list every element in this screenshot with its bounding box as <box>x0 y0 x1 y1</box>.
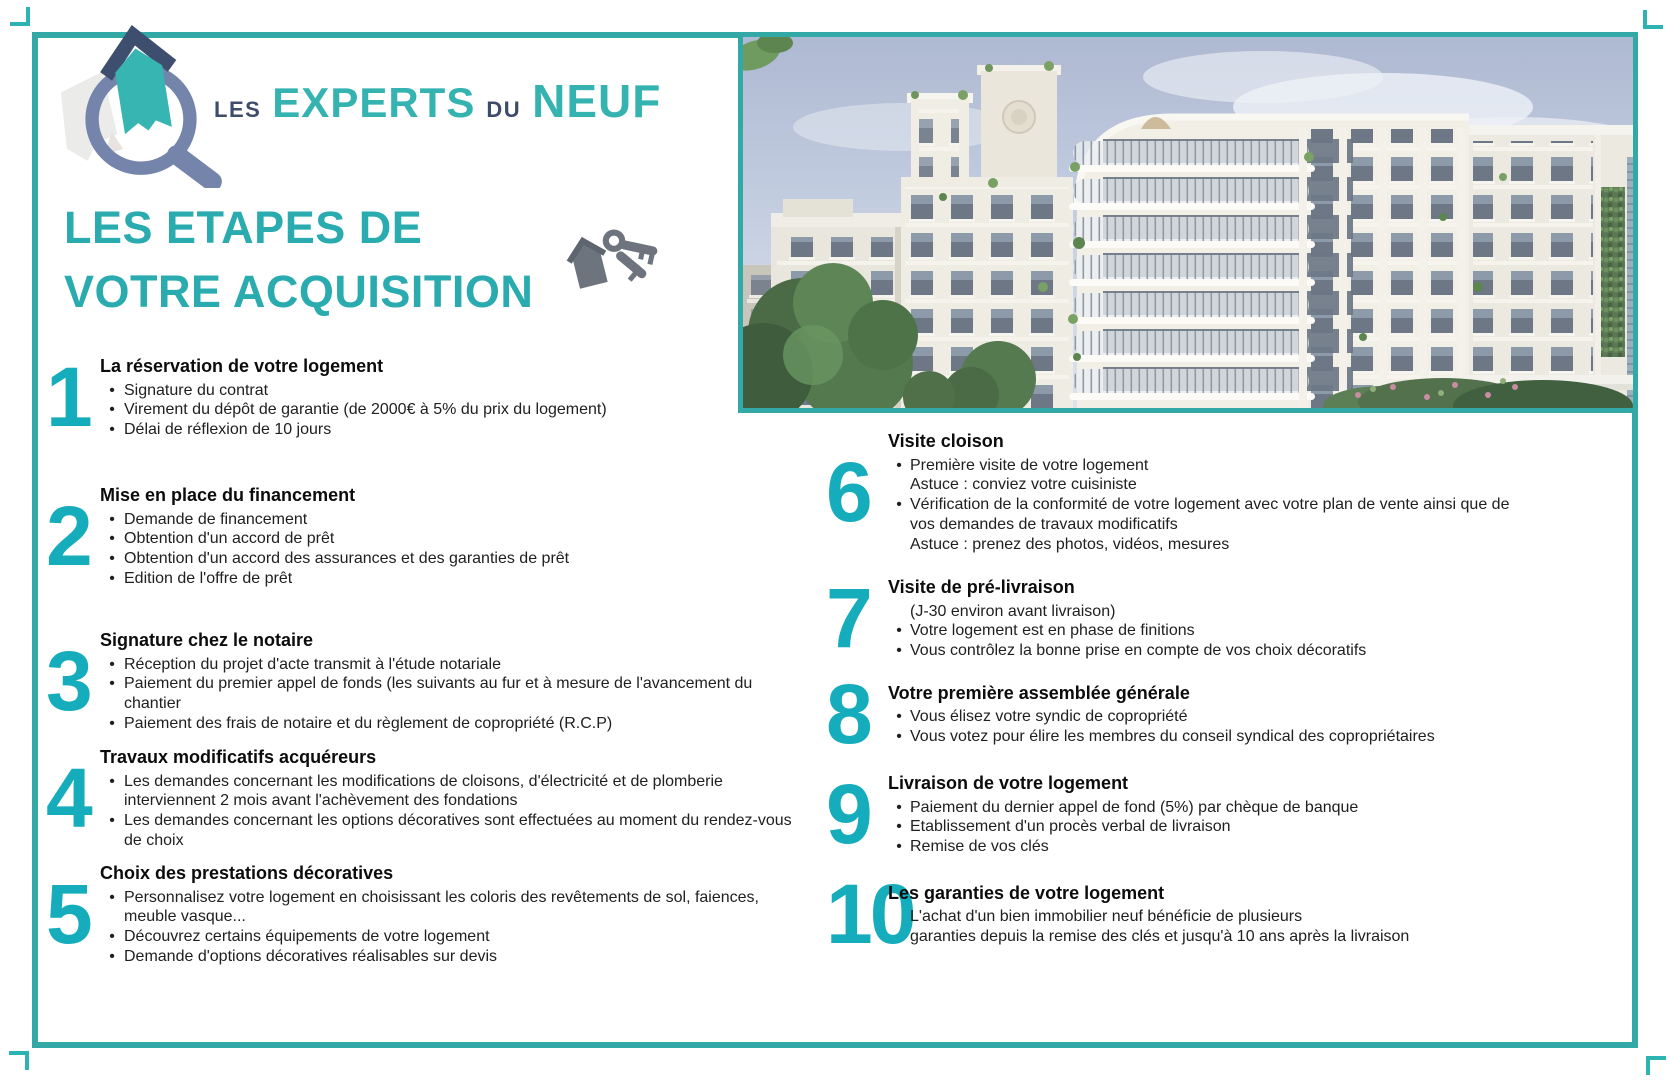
item-text: Vous contrôlez la bonne prise en compte de vos choix décoratifs <box>910 642 1367 660</box>
bullet-dot: • <box>896 728 902 746</box>
item-text: Demande de financement <box>124 510 308 528</box>
item-text: Vous votez pour élire les membres du conseil syndical des copropriétaires <box>910 728 1435 746</box>
item-text: Edition de l'offre de prêt <box>124 569 293 587</box>
step-items <box>888 907 1528 947</box>
bullet-item <box>888 707 1528 727</box>
bullet-spacer <box>888 602 910 622</box>
bullet-dot: • <box>109 510 115 528</box>
item-text: Personnalisez votre logement en choisissant les coloris des revêtements de sol, faiences, meuble vasque... <box>124 888 759 926</box>
bullet-dot: • <box>109 381 115 399</box>
bullet-dot: • <box>109 675 115 693</box>
bullet-item <box>888 495 1528 535</box>
step-title: Mise en place du financement <box>100 485 356 505</box>
step-row <box>826 667 1528 761</box>
bullet-dot: • <box>109 550 115 568</box>
bullet-dot: • <box>109 928 115 946</box>
step-number: 1 <box>46 350 90 445</box>
bullet-dot: • <box>109 401 115 419</box>
step-items <box>888 707 1528 747</box>
item-text: Etablissement d'un procès verbal de livraison <box>910 818 1231 836</box>
step-number: 7 <box>826 571 870 666</box>
page-title-line1: LES ETAPES DE <box>64 202 423 253</box>
bullet-dot: • <box>109 421 115 439</box>
bullet-dot: • <box>109 655 115 673</box>
step-number: 9 <box>826 767 870 862</box>
item-text: Paiement du dernier appel de fond (5%) par chèque de banque <box>910 798 1359 816</box>
bullet-item <box>888 456 1528 476</box>
bullet-item <box>888 798 1528 818</box>
step-items <box>888 456 1528 555</box>
item-text: Astuce : prenez des photos, vidéos, mesures <box>910 535 1230 553</box>
bullet-dot: • <box>896 708 902 726</box>
bullet-spacer <box>888 535 910 555</box>
item-text: Vous élisez votre syndic de copropriété <box>910 708 1188 726</box>
step-title: Signature chez le notaire <box>100 630 314 650</box>
page-title <box>64 196 533 324</box>
item-text: Paiement du premier appel de fonds (les suivants au fur et à mesure de l'avancement du chantier <box>124 675 753 713</box>
bullet-dot: • <box>896 798 902 816</box>
item-text: (J-30 environ avant livraison) <box>910 602 1116 620</box>
bullet-dot: • <box>896 838 902 856</box>
bullet-dot: • <box>896 456 902 474</box>
item-text: Vérification de la conformité de votre logement avec votre plan de vente ainsi que de vos demandes de travaux modificatifs <box>910 496 1510 533</box>
brand-word-neuf: NEUF <box>532 75 662 127</box>
item-text: Découvrez certains équipements de votre logement <box>124 928 490 946</box>
step-title: La réservation de votre logement <box>100 356 384 376</box>
bullet-dot: • <box>109 888 115 906</box>
bullet-dot: • <box>109 714 115 732</box>
step-row <box>826 571 1528 666</box>
step-items <box>888 798 1528 857</box>
item-text: L'achat d'un bien immobilier neuf bénéficie de plusieurs <box>910 908 1303 926</box>
step-number: 8 <box>826 667 870 761</box>
step-number: 5 <box>46 866 90 961</box>
bullet-dot: • <box>109 569 115 587</box>
bullet-item <box>888 817 1528 837</box>
item-text: garanties depuis la remise des clés et jusqu'à 10 ans après la livraison <box>910 928 1410 946</box>
brand-word-experts: EXPERTS <box>272 79 476 126</box>
item-text: Votre logement est en phase de finitions <box>910 622 1195 640</box>
item-text: Obtention d'un accord de prêt <box>124 530 335 548</box>
plain-item <box>888 475 1528 495</box>
item-text: Virement du dépôt de garantie (de 2000€ à 5% du prix du logement) <box>124 401 607 419</box>
plain-item <box>888 602 1528 622</box>
step-title: Votre première assemblée générale <box>888 682 1190 703</box>
step-number: 6 <box>826 444 870 539</box>
step-title: Visite de pré-livraison <box>888 577 1075 597</box>
step-number: 10 <box>826 867 914 961</box>
step-title: Les garanties de votre logement <box>888 882 1165 903</box>
item-text: Paiement des frais de notaire et du règlement de copropriété (R.C.P) <box>124 714 613 732</box>
bullet-spacer <box>888 475 910 495</box>
brand-word-du: DU <box>486 97 522 122</box>
bullet-dot: • <box>896 818 902 836</box>
step-number: 2 <box>46 488 90 583</box>
bullet-dot: • <box>109 772 115 790</box>
step-number: 3 <box>46 633 90 728</box>
step-title: Travaux modificatifs acquéreurs <box>100 747 377 767</box>
house-keys-icon <box>560 218 672 298</box>
item-text: Obtention d'un accord des assurances et des garanties de prêt <box>124 550 570 568</box>
step-items <box>888 602 1528 661</box>
bullet-dot: • <box>896 642 902 660</box>
step-row <box>826 767 1528 862</box>
item-text: Les demandes concernant les modifications de cloisons, d'électricité et de plomberie interviennent 2 mois avant l'achèvement des fondations <box>124 772 723 810</box>
item-text: Première visite de votre logement <box>910 456 1149 474</box>
step-title: Visite cloison <box>888 431 1004 451</box>
bullet-item <box>888 727 1528 747</box>
brand-wordmark <box>214 74 661 128</box>
bullet-dot: • <box>896 496 902 514</box>
bullet-dot: • <box>109 947 115 965</box>
step-row <box>826 430 1528 555</box>
item-text: Délai de réflexion de 10 jours <box>124 421 332 439</box>
step-title: Choix des prestations décoratives <box>100 863 394 883</box>
page-title-line2: VOTRE ACQUISITION <box>64 266 534 317</box>
item-text: Signature du contrat <box>124 381 269 399</box>
step-row <box>826 867 1528 961</box>
brand-word-les: LES <box>214 97 262 122</box>
bullet-spacer <box>888 927 910 947</box>
item-text: Demande d'options décoratives réalisables sur devis <box>124 947 498 965</box>
bullet-dot: • <box>896 622 902 640</box>
house-magnifier-icon <box>52 6 230 188</box>
step-title: Livraison de votre logement <box>888 773 1129 793</box>
item-text: Les demandes concernant les options décoratives sont effectuées au moment du rendez-vous de choix <box>124 812 792 849</box>
step-number: 4 <box>46 750 90 845</box>
bullet-spacer <box>888 907 910 927</box>
plain-item <box>888 535 1528 555</box>
bullet-item <box>888 837 1528 857</box>
item-text: Remise de vos clés <box>910 838 1049 856</box>
plain-item <box>888 927 1528 947</box>
item-text: Astuce : conviez votre cuisiniste <box>910 476 1137 494</box>
item-text: Réception du projet d'acte transmit à l'étude notariale <box>124 655 501 673</box>
bullet-item <box>888 621 1528 641</box>
bullet-dot: • <box>109 812 115 830</box>
plain-item <box>888 907 1528 927</box>
bullet-dot: • <box>109 530 115 548</box>
bullet-item <box>888 641 1528 661</box>
